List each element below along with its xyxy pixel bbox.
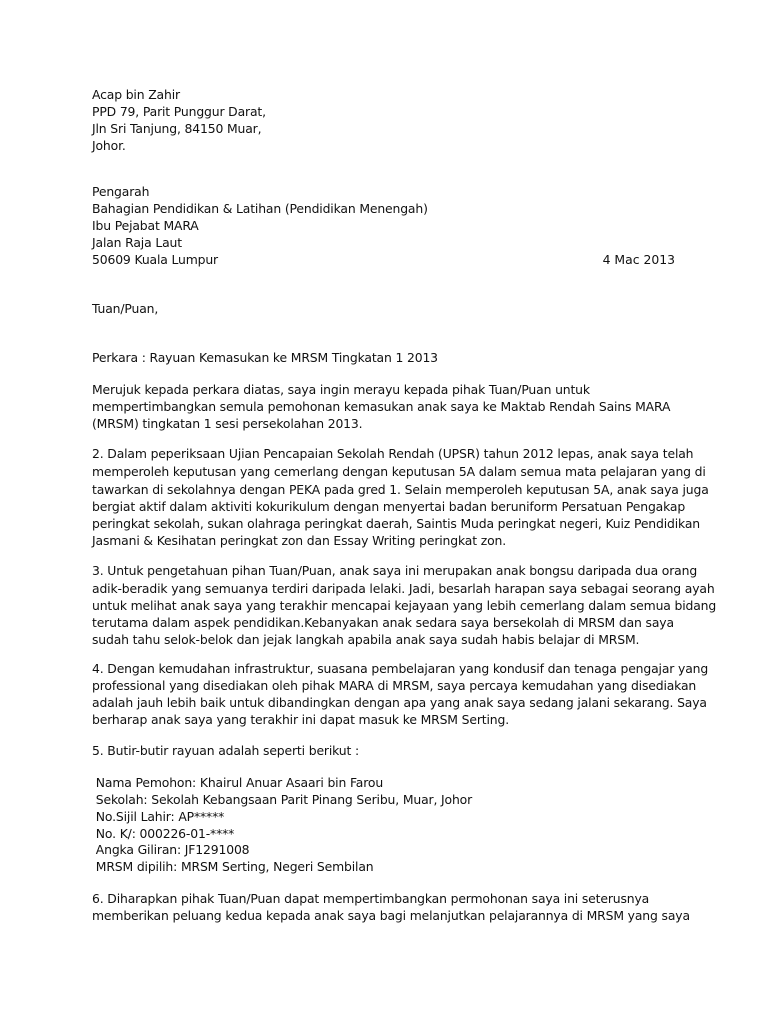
paragraph-4-line: professional yang disediakan oleh pihak MARA di MRSM, saya percaya kemudahan yang disediakan: [92, 678, 697, 693]
paragraph-4-line: berharap anak saya yang terakhir ini dapat masuk ke MRSM Serting.: [92, 712, 509, 727]
paragraph-3-line: sudah tahu selok-belok dan jejak langkah apabila anak saya sudah habis belajar di MRSM.: [92, 632, 640, 647]
letter-subject: Perkara : Rayuan Kemasukan ke MRSM Tingkatan 1 2013: [92, 350, 438, 365]
letter-date: 4 Mac 2013: [602, 252, 675, 267]
salutation: Tuan/Puan,: [92, 301, 159, 316]
paragraph-4-line: adalah jauh lebih baik untuk dibandingkan dengan apa yang anak saya sedang jalani sekarang. Saya: [92, 695, 707, 710]
detail-chosen-mrsm: MRSM dipilih: MRSM Serting, Negeri Sembilan: [92, 859, 374, 874]
paragraph-2-line: memperoleh keputusan yang cemerlang dengan keputusan 5A dalam semua mata pelajaran yang di: [92, 464, 706, 479]
sender-address-line: PPD 79, Parit Punggur Darat,: [92, 104, 266, 119]
paragraph-1-line: mempertimbangkan semula pemohonan kemasukan anak saya ke Maktab Rendah Sains MARA: [92, 399, 671, 414]
paragraph-3-line: 3. Untuk pengetahuan pihan Tuan/Puan, anak saya ini merupakan anak bongsu daripada dua orang: [92, 563, 698, 578]
paragraph-5-intro: 5. Butir-butir rayuan adalah seperti berikut :: [92, 743, 360, 758]
paragraph-3-line: untuk melihat anak saya yang terakhir mencapai kejayaan yang lebih cemerlang dalam semua bidang: [92, 598, 717, 613]
recipient-city: 50609 Kuala Lumpur: [92, 252, 219, 267]
paragraph-3-line: adik-beradik yang semuanya terdiri daripada lelaki. Jadi, besarlah harapan saya sebagai seorang ayah: [92, 581, 715, 596]
paragraph-4-line: 4. Dengan kemudahan infrastruktur, suasana pembelajaran yang kondusif dan tenaga pengajar yang: [92, 661, 709, 676]
sender-name: Acap bin Zahir: [92, 87, 180, 102]
detail-ic-number: No. K/: 000226-01-****: [92, 826, 235, 841]
paragraph-2-line: Jasmani & Kesihatan peringkat zon dan Essay Writing peringkat zon.: [92, 533, 506, 548]
recipient-office: Ibu Pejabat MARA: [92, 218, 199, 233]
paragraph-2-line: peringkat sekolah, sukan olahraga peringkat daerah, Saintis Muda peringkat negeri, Kuiz Pendidikan: [92, 516, 700, 531]
recipient-title: Pengarah: [92, 184, 150, 199]
detail-index-number: Angka Giliran: JF1291008: [92, 842, 250, 857]
paragraph-3-line: terutama dalam aspek pendidikan.Kebanyakan anak sedara saya bersekolah di MRSM dan saya: [92, 615, 674, 630]
paragraph-2-line: 2. Dalam peperiksaan Ujian Pencapaian Sekolah Rendah (UPSR) tahun 2012 lepas, anak saya telah: [92, 446, 694, 461]
paragraph-6-line: memberikan peluang kedua kepada anak saya bagi melanjutkan pelajarannya di MRSM yang saya: [92, 908, 690, 923]
sender-address-line: Johor.: [92, 138, 126, 153]
paragraph-2-line: bergiat aktif dalam aktiviti kokurikulum dengan menyertai badan beruniform Persatuan Pengakap: [92, 499, 686, 514]
detail-school: Sekolah: Sekolah Kebangsaan Parit Pinang Seribu, Muar, Johor: [92, 792, 473, 807]
paragraph-6-line: 6. Diharapkan pihak Tuan/Puan dapat mempertimbangkan permohonan saya ini seterusnya: [92, 891, 650, 906]
detail-birth-certificate: No.Sijil Lahir: AP*****: [92, 809, 225, 824]
sender-address-line: Jln Sri Tanjung, 84150 Muar,: [92, 121, 262, 136]
detail-applicant-name: Nama Pemohon: Khairul Anuar Asaari bin Farou: [92, 775, 384, 790]
paragraph-1-line: (MRSM) tingkatan 1 sesi persekolahan 2013.: [92, 416, 363, 431]
paragraph-2-line: tawarkan di sekolahnya dengan PEKA pada gred 1. Selain memperoleh keputusan 5A, anak saya juga: [92, 482, 709, 497]
recipient-department: Bahagian Pendidikan & Latihan (Pendidikan Menengah): [92, 201, 428, 216]
recipient-street: Jalan Raja Laut: [92, 235, 182, 250]
paragraph-1-line: Merujuk kepada perkara diatas, saya ingin merayu kepada pihak Tuan/Puan untuk: [92, 382, 590, 397]
